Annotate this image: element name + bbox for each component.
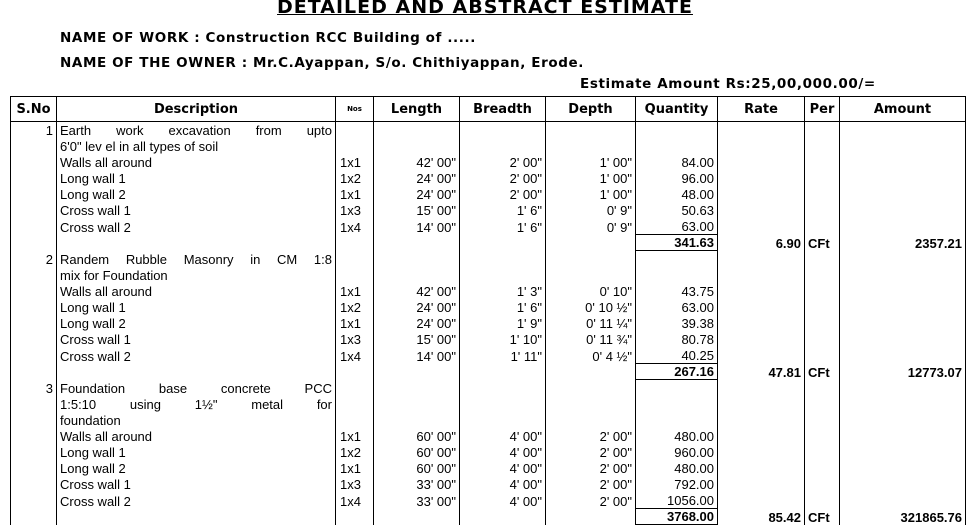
row-breadth: 1' 3" xyxy=(460,283,546,299)
name-of-owner: NAME OF THE OWNER : Mr.C.Ayappan, S/o. Chithiyappan, Erode. xyxy=(60,55,584,71)
row-length: 60' 00" xyxy=(374,460,460,476)
item-per: CFt xyxy=(805,509,840,525)
empty-cell xyxy=(718,283,805,299)
table-row xyxy=(11,444,966,460)
empty-cell xyxy=(805,347,840,364)
empty-cell xyxy=(718,154,805,170)
empty-cell xyxy=(718,299,805,315)
table-row xyxy=(11,202,966,218)
row-length: 24' 00" xyxy=(374,315,460,331)
empty-cell xyxy=(11,186,57,202)
empty-cell xyxy=(11,299,57,315)
item-per: CFt xyxy=(805,364,840,380)
empty-cell xyxy=(546,364,636,380)
row-length: 14' 00" xyxy=(374,347,460,364)
empty-cell xyxy=(805,283,840,299)
empty-cell xyxy=(718,476,805,492)
item-total-row xyxy=(11,509,966,525)
table-row xyxy=(11,154,966,170)
row-label: Long wall 1 xyxy=(57,444,336,460)
empty-cell xyxy=(460,509,546,525)
empty-cell xyxy=(718,186,805,202)
row-label: Long wall 2 xyxy=(57,460,336,476)
row-breadth: 1' 6" xyxy=(460,202,546,218)
row-length: 33' 00" xyxy=(374,492,460,509)
name-of-work: NAME OF WORK : Construction RCC Building of ..... xyxy=(60,30,476,46)
empty-cell xyxy=(11,347,57,364)
row-label: Walls all around xyxy=(57,154,336,170)
empty-cell xyxy=(805,251,840,268)
row-quantity: 96.00 xyxy=(636,170,718,186)
empty-cell xyxy=(336,138,374,154)
item-rate: 6.90 xyxy=(718,235,805,251)
table-row xyxy=(11,170,966,186)
row-quantity: 50.63 xyxy=(636,202,718,218)
empty-cell xyxy=(636,380,718,397)
empty-cell xyxy=(840,283,966,299)
empty-cell xyxy=(840,170,966,186)
empty-cell xyxy=(636,122,718,139)
empty-cell xyxy=(805,122,840,139)
row-label: Long wall 1 xyxy=(57,299,336,315)
empty-cell xyxy=(718,251,805,268)
empty-cell xyxy=(840,492,966,509)
item-rate: 85.42 xyxy=(718,509,805,525)
empty-cell xyxy=(840,428,966,444)
row-depth: 1' 00" xyxy=(546,186,636,202)
empty-cell xyxy=(460,235,546,251)
row-length: 15' 00" xyxy=(374,202,460,218)
empty-cell xyxy=(840,267,966,283)
empty-cell xyxy=(840,154,966,170)
empty-cell xyxy=(840,331,966,347)
empty-cell xyxy=(336,509,374,525)
item-description-line: foundation xyxy=(57,412,336,428)
row-breadth: 2' 00" xyxy=(460,170,546,186)
empty-cell xyxy=(636,412,718,428)
empty-cell xyxy=(336,267,374,283)
empty-cell xyxy=(374,122,460,139)
item-total-quantity: 267.16 xyxy=(636,364,718,380)
empty-cell xyxy=(460,251,546,268)
empty-cell xyxy=(805,138,840,154)
empty-cell xyxy=(840,412,966,428)
empty-cell xyxy=(546,138,636,154)
row-breadth: 2' 00" xyxy=(460,186,546,202)
row-depth: 0' 4 ½" xyxy=(546,347,636,364)
row-nos: 1x1 xyxy=(336,315,374,331)
row-breadth: 4' 00" xyxy=(460,492,546,509)
row-nos: 1x1 xyxy=(336,460,374,476)
empty-cell xyxy=(460,364,546,380)
row-breadth: 1' 6" xyxy=(460,218,546,235)
table-row xyxy=(11,315,966,331)
row-label: Walls all around xyxy=(57,428,336,444)
empty-cell xyxy=(718,428,805,444)
empty-cell xyxy=(805,380,840,397)
empty-cell xyxy=(460,412,546,428)
item-per: CFt xyxy=(805,235,840,251)
empty-cell xyxy=(805,396,840,412)
table-row xyxy=(11,428,966,444)
empty-cell xyxy=(805,412,840,428)
item-total-quantity: 341.63 xyxy=(636,235,718,251)
empty-cell xyxy=(546,380,636,397)
empty-cell xyxy=(11,154,57,170)
empty-cell xyxy=(11,202,57,218)
table-row xyxy=(11,492,966,509)
header-breadth: Breadth xyxy=(460,97,546,122)
row-nos: 1x1 xyxy=(336,428,374,444)
row-breadth: 4' 00" xyxy=(460,460,546,476)
item-description-row xyxy=(11,380,966,397)
item-description-line: Randem Rubble Masonry in CM 1:8 xyxy=(57,251,336,268)
row-label: Cross wall 2 xyxy=(57,492,336,509)
empty-cell xyxy=(636,267,718,283)
empty-cell xyxy=(374,267,460,283)
empty-cell xyxy=(840,460,966,476)
row-quantity: 480.00 xyxy=(636,460,718,476)
empty-cell xyxy=(840,186,966,202)
row-depth: 1' 00" xyxy=(546,170,636,186)
row-depth: 0' 10" xyxy=(546,283,636,299)
empty-cell xyxy=(718,460,805,476)
row-length: 24' 00" xyxy=(374,170,460,186)
table-row xyxy=(11,283,966,299)
empty-cell xyxy=(11,315,57,331)
empty-cell xyxy=(11,509,57,525)
table-row xyxy=(11,331,966,347)
table-row xyxy=(11,299,966,315)
empty-cell xyxy=(805,492,840,509)
row-length: 42' 00" xyxy=(374,283,460,299)
empty-cell xyxy=(374,396,460,412)
row-breadth: 4' 00" xyxy=(460,476,546,492)
empty-cell xyxy=(840,251,966,268)
row-breadth: 4' 00" xyxy=(460,428,546,444)
row-depth: 2' 00" xyxy=(546,492,636,509)
row-nos: 1x2 xyxy=(336,444,374,460)
empty-cell xyxy=(840,299,966,315)
empty-cell xyxy=(336,412,374,428)
empty-cell xyxy=(805,460,840,476)
row-breadth: 4' 00" xyxy=(460,444,546,460)
row-depth: 0' 10 ½" xyxy=(546,299,636,315)
item-total-row xyxy=(11,364,966,380)
row-label: Cross wall 1 xyxy=(57,476,336,492)
empty-cell xyxy=(718,331,805,347)
row-depth: 0' 11 ¾" xyxy=(546,331,636,347)
empty-cell xyxy=(546,267,636,283)
row-nos: 1x1 xyxy=(336,186,374,202)
empty-cell xyxy=(805,202,840,218)
empty-cell xyxy=(374,509,460,525)
empty-cell xyxy=(840,218,966,235)
empty-cell xyxy=(11,170,57,186)
table-row xyxy=(11,186,966,202)
item-sno xyxy=(11,412,57,428)
item-description-row xyxy=(11,412,966,428)
empty-cell xyxy=(336,122,374,139)
row-nos: 1x3 xyxy=(336,476,374,492)
table-row xyxy=(11,218,966,235)
empty-cell xyxy=(546,396,636,412)
empty-cell xyxy=(805,331,840,347)
empty-cell xyxy=(805,267,840,283)
empty-cell xyxy=(546,122,636,139)
empty-cell xyxy=(840,347,966,364)
table-row xyxy=(11,460,966,476)
item-sno xyxy=(11,138,57,154)
row-nos: 1x2 xyxy=(336,299,374,315)
row-label: Long wall 2 xyxy=(57,186,336,202)
item-description-line: Earth work excavation from upto xyxy=(57,122,336,139)
row-length: 33' 00" xyxy=(374,476,460,492)
row-length: 60' 00" xyxy=(374,444,460,460)
row-length: 14' 00" xyxy=(374,218,460,235)
empty-cell xyxy=(718,380,805,397)
empty-cell xyxy=(336,235,374,251)
header-sno: S.No xyxy=(11,97,57,122)
empty-cell xyxy=(718,444,805,460)
row-quantity: 39.38 xyxy=(636,315,718,331)
row-label: Long wall 1 xyxy=(57,170,336,186)
row-depth: 2' 00" xyxy=(546,428,636,444)
row-breadth: 2' 00" xyxy=(460,154,546,170)
empty-cell xyxy=(460,267,546,283)
empty-cell xyxy=(718,218,805,235)
header-description: Description xyxy=(57,97,336,122)
empty-cell xyxy=(718,396,805,412)
header-per: Per xyxy=(805,97,840,122)
item-sno: 3 xyxy=(11,380,57,397)
item-description-row xyxy=(11,267,966,283)
row-nos: 1x1 xyxy=(336,154,374,170)
row-quantity: 48.00 xyxy=(636,186,718,202)
row-depth: 2' 00" xyxy=(546,460,636,476)
row-depth: 1' 00" xyxy=(546,154,636,170)
title-text: DETAILED AND ABSTRACT ESTIMATE xyxy=(277,0,693,18)
row-quantity: 792.00 xyxy=(636,476,718,492)
empty-cell xyxy=(718,347,805,364)
empty-cell xyxy=(374,138,460,154)
row-quantity: 80.78 xyxy=(636,331,718,347)
empty-cell xyxy=(718,315,805,331)
empty-cell xyxy=(546,509,636,525)
empty-cell xyxy=(805,154,840,170)
empty-cell xyxy=(718,412,805,428)
row-length: 60' 00" xyxy=(374,428,460,444)
empty-cell xyxy=(57,364,336,380)
row-nos: 1x2 xyxy=(336,170,374,186)
row-nos: 1x1 xyxy=(336,283,374,299)
empty-cell xyxy=(336,380,374,397)
empty-cell xyxy=(11,235,57,251)
table-row xyxy=(11,347,966,364)
empty-cell xyxy=(460,122,546,139)
row-length: 24' 00" xyxy=(374,186,460,202)
empty-cell xyxy=(805,428,840,444)
empty-cell xyxy=(11,218,57,235)
row-label: Long wall 2 xyxy=(57,315,336,331)
header-rate: Rate xyxy=(718,97,805,122)
row-nos: 1x4 xyxy=(336,492,374,509)
empty-cell xyxy=(840,315,966,331)
item-description-row xyxy=(11,251,966,268)
row-quantity: 480.00 xyxy=(636,428,718,444)
item-sno: 1 xyxy=(11,122,57,139)
row-nos: 1x4 xyxy=(336,218,374,235)
empty-cell xyxy=(57,509,336,525)
empty-cell xyxy=(840,138,966,154)
item-description-row xyxy=(11,138,966,154)
item-description-line: 1:5:10 using 1½" metal for xyxy=(57,396,336,412)
empty-cell xyxy=(805,315,840,331)
empty-cell xyxy=(546,251,636,268)
document-title xyxy=(0,0,970,18)
item-description-line: mix for Foundation xyxy=(57,267,336,283)
row-length: 24' 00" xyxy=(374,299,460,315)
empty-cell xyxy=(805,186,840,202)
empty-cell xyxy=(374,412,460,428)
empty-cell xyxy=(840,476,966,492)
row-nos: 1x3 xyxy=(336,202,374,218)
empty-cell xyxy=(11,460,57,476)
row-length: 42' 00" xyxy=(374,154,460,170)
row-label: Cross wall 2 xyxy=(57,218,336,235)
empty-cell xyxy=(805,218,840,235)
row-quantity: 1056.00 xyxy=(636,492,718,509)
header-row xyxy=(11,97,966,122)
item-amount: 2357.21 xyxy=(840,235,966,251)
empty-cell xyxy=(805,476,840,492)
row-quantity: 40.25 xyxy=(636,347,718,364)
item-sno xyxy=(11,267,57,283)
item-sno: 2 xyxy=(11,251,57,268)
table-body xyxy=(11,122,966,525)
empty-cell xyxy=(718,122,805,139)
empty-cell xyxy=(840,202,966,218)
header-depth: Depth xyxy=(546,97,636,122)
row-depth: 0' 11 ¼" xyxy=(546,315,636,331)
empty-cell xyxy=(57,235,336,251)
empty-cell xyxy=(840,122,966,139)
header-nos: Nos xyxy=(336,97,374,122)
row-quantity: 960.00 xyxy=(636,444,718,460)
row-nos: 1x3 xyxy=(336,331,374,347)
item-amount: 321865.76 xyxy=(840,509,966,525)
empty-cell xyxy=(11,428,57,444)
row-nos: 1x4 xyxy=(336,347,374,364)
estimate-table xyxy=(10,96,966,525)
row-label: Walls all around xyxy=(57,283,336,299)
empty-cell xyxy=(840,396,966,412)
row-breadth: 1' 9" xyxy=(460,315,546,331)
empty-cell xyxy=(805,299,840,315)
item-sno xyxy=(11,396,57,412)
empty-cell xyxy=(336,396,374,412)
item-amount: 12773.07 xyxy=(840,364,966,380)
row-quantity: 43.75 xyxy=(636,283,718,299)
row-breadth: 1' 6" xyxy=(460,299,546,315)
empty-cell xyxy=(718,267,805,283)
empty-cell xyxy=(374,364,460,380)
empty-cell xyxy=(718,492,805,509)
empty-cell xyxy=(636,396,718,412)
empty-cell xyxy=(374,235,460,251)
row-depth: 0' 9" xyxy=(546,202,636,218)
header-amount: Amount xyxy=(840,97,966,122)
item-description-line: Foundation base concrete PCC xyxy=(57,380,336,397)
item-description-line: 6'0" lev el in all types of soil xyxy=(57,138,336,154)
row-label: Cross wall 2 xyxy=(57,347,336,364)
empty-cell xyxy=(636,138,718,154)
empty-cell xyxy=(336,364,374,380)
row-depth: 2' 00" xyxy=(546,444,636,460)
item-description-row xyxy=(11,122,966,139)
row-quantity: 63.00 xyxy=(636,299,718,315)
empty-cell xyxy=(546,235,636,251)
estimate-amount: Estimate Amount Rs:25,00,000.00/= xyxy=(580,76,876,92)
empty-cell xyxy=(718,170,805,186)
item-rate: 47.81 xyxy=(718,364,805,380)
empty-cell xyxy=(460,396,546,412)
empty-cell xyxy=(718,202,805,218)
empty-cell xyxy=(374,380,460,397)
empty-cell xyxy=(460,138,546,154)
empty-cell xyxy=(840,380,966,397)
row-label: Cross wall 1 xyxy=(57,331,336,347)
item-total-row xyxy=(11,235,966,251)
empty-cell xyxy=(718,138,805,154)
empty-cell xyxy=(636,251,718,268)
table-row xyxy=(11,476,966,492)
empty-cell xyxy=(805,444,840,460)
empty-cell xyxy=(546,412,636,428)
row-depth: 0' 9" xyxy=(546,218,636,235)
item-total-quantity: 3768.00 xyxy=(636,509,718,525)
empty-cell xyxy=(805,170,840,186)
empty-cell xyxy=(11,364,57,380)
row-label: Cross wall 1 xyxy=(57,202,336,218)
empty-cell xyxy=(374,251,460,268)
row-breadth: 1' 11" xyxy=(460,347,546,364)
item-description-row xyxy=(11,396,966,412)
header-quantity: Quantity xyxy=(636,97,718,122)
row-length: 15' 00" xyxy=(374,331,460,347)
header-length: Length xyxy=(374,97,460,122)
empty-cell xyxy=(11,331,57,347)
row-quantity: 84.00 xyxy=(636,154,718,170)
row-quantity: 63.00 xyxy=(636,218,718,235)
empty-cell xyxy=(11,492,57,509)
empty-cell xyxy=(11,283,57,299)
row-breadth: 1' 10" xyxy=(460,331,546,347)
empty-cell xyxy=(336,251,374,268)
empty-cell xyxy=(11,476,57,492)
empty-cell xyxy=(11,444,57,460)
row-depth: 2' 00" xyxy=(546,476,636,492)
empty-cell xyxy=(460,380,546,397)
empty-cell xyxy=(840,444,966,460)
